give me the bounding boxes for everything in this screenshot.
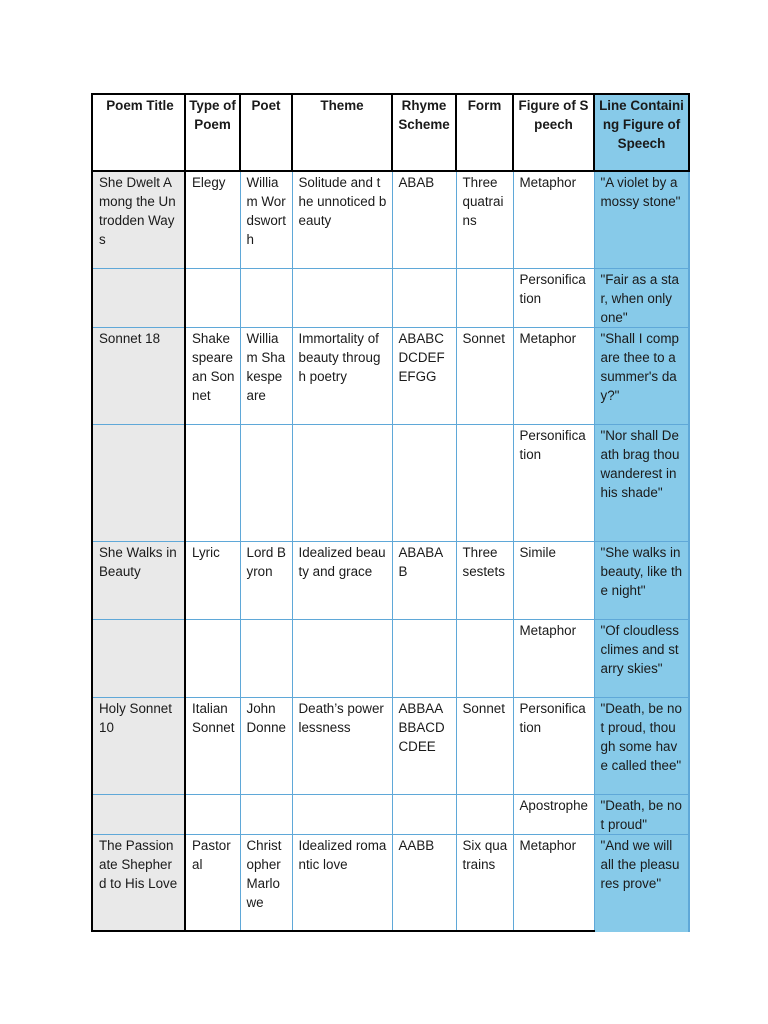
poem-title-cell (92, 619, 185, 697)
form-cell (456, 794, 513, 834)
poet-cell (240, 619, 292, 697)
type-of-poem-cell: Shakespearean Sonnet (185, 327, 240, 424)
theme-cell (292, 619, 392, 697)
header-line-containing-figure: Line Containing Figure of Speech (594, 94, 689, 171)
theme-cell (292, 794, 392, 834)
line-containing-figure-cell: "She walks in beauty, like the night" (594, 541, 689, 619)
type-of-poem-cell (185, 424, 240, 541)
figure-of-speech-cell: Metaphor (513, 327, 594, 424)
header-theme: Theme (292, 94, 392, 171)
theme-cell: Idealized beauty and grace (292, 541, 392, 619)
type-of-poem-cell: Lyric (185, 541, 240, 619)
header-form: Form (456, 94, 513, 171)
poem-table (91, 93, 690, 932)
rhyme-scheme-cell: ABABCDCDEFEFGG (392, 327, 456, 424)
figure-of-speech-cell: Personification (513, 424, 594, 541)
poet-cell: John Donne (240, 697, 292, 794)
table-row (92, 697, 689, 794)
theme-cell: Solitude and the unnoticed beauty (292, 171, 392, 268)
rhyme-scheme-cell: ABBAABBACDCDEE (392, 697, 456, 794)
poet-cell: Christopher Marlowe (240, 834, 292, 931)
rhyme-scheme-cell: ABABAB (392, 541, 456, 619)
rhyme-scheme-cell: ABAB (392, 171, 456, 268)
figure-of-speech-cell: Personification (513, 697, 594, 794)
header-figure-of-speech: Figure of Speech (513, 94, 594, 171)
theme-cell: Immortality of beauty through poetry (292, 327, 392, 424)
type-of-poem-cell: Italian Sonnet (185, 697, 240, 794)
header-type-of-poem: Type of Poem (185, 94, 240, 171)
line-containing-figure-cell: "Fair as a star, when only one" (594, 268, 689, 327)
figure-of-speech-cell: Simile (513, 541, 594, 619)
rhyme-scheme-cell (392, 794, 456, 834)
form-cell: Sonnet (456, 327, 513, 424)
table-row (92, 268, 689, 327)
rhyme-scheme-cell (392, 424, 456, 541)
table-row (92, 171, 689, 268)
table-header (92, 94, 689, 171)
figure-of-speech-cell: Metaphor (513, 834, 594, 931)
header-rhyme-scheme: Rhyme Scheme (392, 94, 456, 171)
figure-of-speech-cell: Metaphor (513, 171, 594, 268)
form-cell (456, 619, 513, 697)
line-containing-figure-cell: "Death, be not proud" (594, 794, 689, 834)
table-row (92, 619, 689, 697)
theme-cell: Idealized romantic love (292, 834, 392, 931)
type-of-poem-cell: Pastoral (185, 834, 240, 931)
form-cell: Three quatrains (456, 171, 513, 268)
line-containing-figure-cell: "Nor shall Death brag thou wanderest in his shade" (594, 424, 689, 541)
table-row (92, 327, 689, 424)
header-poem-title: Poem Title (92, 94, 185, 171)
poem-title-cell: The Passionate Shepherd to His Love (92, 834, 185, 931)
table-row (92, 794, 689, 834)
poem-title-cell: She Dwelt Among the Untrodden Ways (92, 171, 185, 268)
form-cell (456, 268, 513, 327)
poet-cell: William Wordsworth (240, 171, 292, 268)
poem-title-cell: Holy Sonnet 10 (92, 697, 185, 794)
theme-cell (292, 424, 392, 541)
rhyme-scheme-cell (392, 619, 456, 697)
line-containing-figure-cell: "Death, be not proud, though some have called thee" (594, 697, 689, 794)
line-containing-figure-cell: "And we will all the pleasures prove" (594, 834, 689, 931)
poet-cell (240, 794, 292, 834)
table-row (92, 834, 689, 931)
type-of-poem-cell (185, 794, 240, 834)
poem-title-cell: Sonnet 18 (92, 327, 185, 424)
poem-title-cell (92, 424, 185, 541)
table-row (92, 541, 689, 619)
poet-cell (240, 268, 292, 327)
rhyme-scheme-cell (392, 268, 456, 327)
form-cell: Six quatrains (456, 834, 513, 931)
poem-title-cell (92, 268, 185, 327)
form-cell: Three sestets (456, 541, 513, 619)
table-body (92, 171, 689, 931)
figure-of-speech-cell: Apostrophe (513, 794, 594, 834)
table-row (92, 424, 689, 541)
theme-cell: Death’s powerlessness (292, 697, 392, 794)
poet-cell (240, 424, 292, 541)
theme-cell (292, 268, 392, 327)
poem-title-cell (92, 794, 185, 834)
type-of-poem-cell (185, 268, 240, 327)
poem-title-cell: She Walks in Beauty (92, 541, 185, 619)
figure-of-speech-cell: Metaphor (513, 619, 594, 697)
form-cell (456, 424, 513, 541)
line-containing-figure-cell: "A violet by a mossy stone" (594, 171, 689, 268)
line-containing-figure-cell: "Of cloudless climes and starry skies" (594, 619, 689, 697)
type-of-poem-cell (185, 619, 240, 697)
poet-cell: Lord Byron (240, 541, 292, 619)
form-cell: Sonnet (456, 697, 513, 794)
figure-of-speech-cell: Personification (513, 268, 594, 327)
header-row (92, 94, 689, 171)
header-poet: Poet (240, 94, 292, 171)
poet-cell: William Shakespeare (240, 327, 292, 424)
type-of-poem-cell: Elegy (185, 171, 240, 268)
line-containing-figure-cell: "Shall I compare thee to a summer's day?" (594, 327, 689, 424)
rhyme-scheme-cell: AABB (392, 834, 456, 931)
